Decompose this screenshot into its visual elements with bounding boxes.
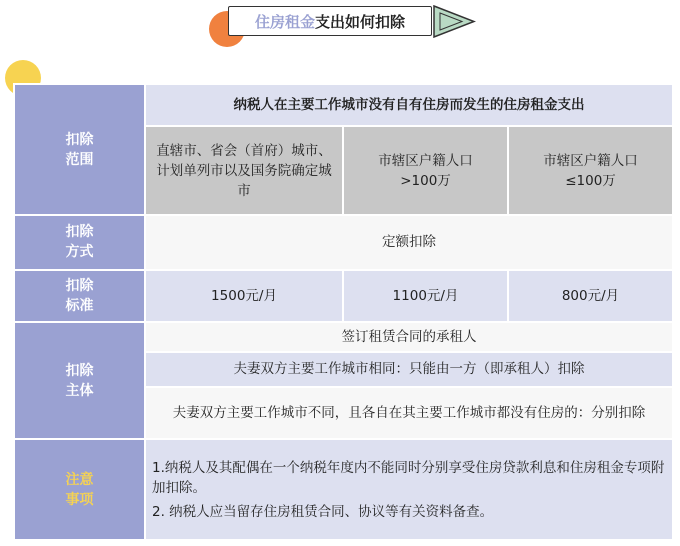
title-rest: 支出如何扣除: [315, 12, 406, 31]
method-label: 扣除 方式: [14, 215, 145, 269]
page-title-banner: [228, 6, 432, 36]
standard-label: 扣除 标准: [14, 270, 145, 322]
notes-label: 注意 事项: [14, 439, 145, 540]
note-line-1: 1.纳税人及其配偶在一个纳税年度内不能同时分别享受住房贷款利息和住房租金专项附加扣除。: [152, 459, 665, 496]
city-tier-2: 市辖区户籍人口 >100万: [343, 126, 508, 215]
method-value: 定额扣除: [145, 215, 673, 269]
arrow-right-icon: [432, 5, 476, 38]
rent-deduction-table: [13, 83, 674, 541]
standard-tier-1: 1500元/月: [145, 270, 343, 322]
subject-row-2: 夫妻双方主要工作城市相同：只能由一方（即承租人）扣除: [145, 352, 673, 386]
standard-tier-3: 800元/月: [508, 270, 673, 322]
title-highlight: 住房租金: [254, 12, 315, 31]
city-tier-3: 市辖区户籍人口 ≤100万: [508, 126, 673, 215]
scope-label: 扣除 范围: [14, 84, 145, 215]
subject-label: 扣除 主体: [14, 322, 145, 439]
subject-row-1: 签订租赁合同的承租人: [145, 322, 673, 352]
subject-row-3: 夫妻双方主要工作城市不同，且各自在其主要工作城市都没有住房的：分别扣除: [145, 387, 673, 439]
city-tier-1: 直辖市、省会（首府）城市、计划单列市以及国务院确定城市: [145, 126, 343, 215]
standard-tier-2: 1100元/月: [343, 270, 508, 322]
note-line-2: 2. 纳税人应当留存住房租赁合同、协议等有关资料备查。: [152, 503, 494, 520]
notes-content: [145, 439, 673, 540]
scope-header: 纳税人在主要工作城市没有自有住房而发生的住房租金支出: [145, 84, 673, 126]
